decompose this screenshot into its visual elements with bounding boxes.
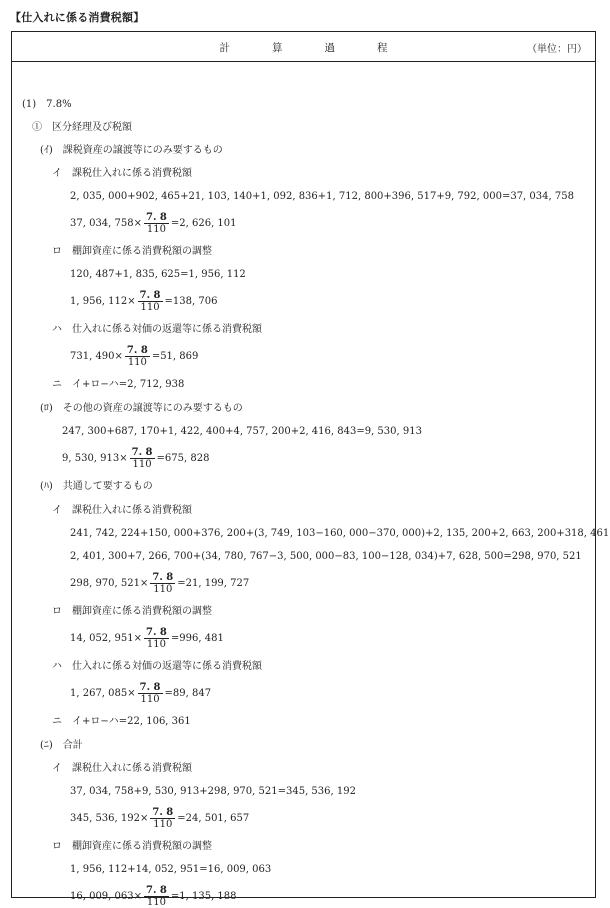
calculation-table: [11, 31, 610, 908]
formula-line: [70, 627, 224, 650]
text-line: イ 課税仕入れに係る消費税額: [52, 763, 192, 774]
text-line: 241, 742, 224+150, 000+376, 200+(3, 749, 103−160, 000−370, 000)+2, 135, 200+2, 663, 200+318, 461: [70, 528, 610, 539]
formula-result: =2, 626, 101: [170, 217, 237, 229]
fraction: [138, 682, 163, 705]
formula-result: =21, 199, 727: [177, 577, 250, 589]
fraction-denominator: 110: [146, 224, 166, 235]
text-line: ① 区分経理及び税額: [32, 122, 132, 133]
text-line: (1) 7.8%: [22, 99, 72, 110]
text-line: イ 課税仕入れに係る消費税額: [52, 505, 192, 516]
formula-result: =51, 869: [151, 350, 199, 362]
text-line: ハ 仕入れに係る対価の返還等に係る消費税額: [52, 324, 262, 335]
text-line: 120, 487+1, 835, 625=1, 956, 112: [70, 269, 246, 280]
calculation-body: [12, 62, 610, 908]
formula-result: =1, 135, 188: [170, 890, 237, 902]
table-title: 計算過程: [219, 42, 430, 54]
formula-base: 9, 530, 913×: [62, 452, 128, 464]
formula-base: 1, 267, 085×: [70, 687, 136, 699]
formula-line: [70, 290, 217, 313]
fraction: [125, 345, 150, 368]
fraction-denominator: 110: [140, 302, 160, 313]
fraction-denominator: 110: [153, 819, 173, 830]
text-line: ニ イ+ロ−ハ=2, 712, 938: [52, 379, 185, 390]
fraction: [130, 447, 155, 470]
text-line: (ﾊ) 共通して要するもの: [40, 481, 153, 492]
formula-line: [70, 682, 211, 705]
text-line: 2, 401, 300+7, 266, 700+(34, 780, 767−3, 500, 000−83, 100−128, 034)+7, 628, 500=298, 970, 521: [70, 551, 582, 562]
text-line: ロ 棚卸資産に係る消費税額の調整: [52, 841, 212, 852]
fraction-numerator: 7. 8: [139, 682, 161, 693]
formula-result: =89, 847: [164, 687, 212, 699]
formula-result: =996, 481: [170, 632, 224, 644]
text-line: 1, 956, 112+14, 052, 951=16, 009, 063: [70, 864, 272, 875]
fraction-denominator: 110: [146, 639, 166, 650]
fraction-numerator: 7. 8: [139, 290, 161, 301]
formula-line: [70, 807, 249, 830]
fraction-denominator: 110: [140, 694, 160, 705]
text-line: ロ 棚卸資産に係る消費税額の調整: [52, 606, 212, 617]
fraction-numerator: 7. 8: [126, 345, 148, 356]
section-heading: 【仕入れに係る消費税額】: [10, 11, 145, 24]
formula-line: [62, 447, 209, 470]
fraction-numerator: 7. 8: [146, 627, 167, 638]
formula-base: 298, 970, 521×: [70, 577, 149, 589]
formula-base: 345, 536, 192×: [70, 812, 149, 824]
text-line: (ｲ) 課税資産の譲渡等にのみ要するもの: [40, 145, 223, 156]
text-line: (ﾛ) その他の資産の譲渡等にのみ要するもの: [40, 403, 243, 414]
fraction: [150, 572, 175, 595]
fraction: [144, 627, 169, 650]
fraction: [144, 212, 169, 235]
formula-result: =675, 828: [156, 452, 210, 464]
formula-line: [70, 345, 198, 368]
formula-result: =24, 501, 657: [177, 812, 250, 824]
fraction-denominator: 110: [132, 459, 152, 470]
fraction-numerator: 7. 8: [146, 212, 167, 223]
fraction-denominator: 110: [146, 897, 166, 908]
formula-base: 731, 490×: [70, 350, 123, 362]
text-line: ニ イ+ロ−ハ=22, 106, 361: [52, 716, 191, 727]
formula-base: 14, 052, 951×: [70, 632, 142, 644]
text-line: (ﾆ) 合計: [40, 740, 83, 751]
formula-line: [70, 572, 249, 595]
fraction: [150, 807, 175, 830]
fraction-numerator: 7. 8: [146, 885, 167, 896]
text-line: ロ 棚卸資産に係る消費税額の調整: [52, 246, 212, 257]
formula-base: 37, 034, 758×: [70, 217, 142, 229]
text-line: 2, 035, 000+902, 465+21, 103, 140+1, 092, 836+1, 712, 800+396, 517+9, 792, 000=37, 034, 758: [70, 191, 574, 202]
text-line: 37, 034, 758+9, 530, 913+298, 970, 521=345, 536, 192: [70, 786, 356, 797]
fraction-denominator: 110: [127, 357, 147, 368]
table-header: [12, 32, 595, 62]
fraction-numerator: 7. 8: [131, 447, 153, 458]
formula-base: 16, 009, 063×: [70, 890, 142, 902]
fraction-denominator: 110: [153, 584, 173, 595]
text-line: ハ 仕入れに係る対価の返還等に係る消費税額: [52, 661, 262, 672]
text-line: 247, 300+687, 170+1, 422, 400+4, 757, 200+2, 416, 843=9, 530, 913: [62, 426, 422, 437]
formula-base: 1, 956, 112×: [70, 295, 136, 307]
fraction-numerator: 7. 8: [152, 572, 174, 583]
fraction: [138, 290, 163, 313]
fraction-numerator: 7. 8: [152, 807, 174, 818]
formula-result: =138, 706: [164, 295, 218, 307]
formula-line: [70, 212, 237, 235]
text-line: イ 課税仕入れに係る消費税額: [52, 168, 192, 179]
unit-label: （単位：円）: [527, 44, 587, 55]
